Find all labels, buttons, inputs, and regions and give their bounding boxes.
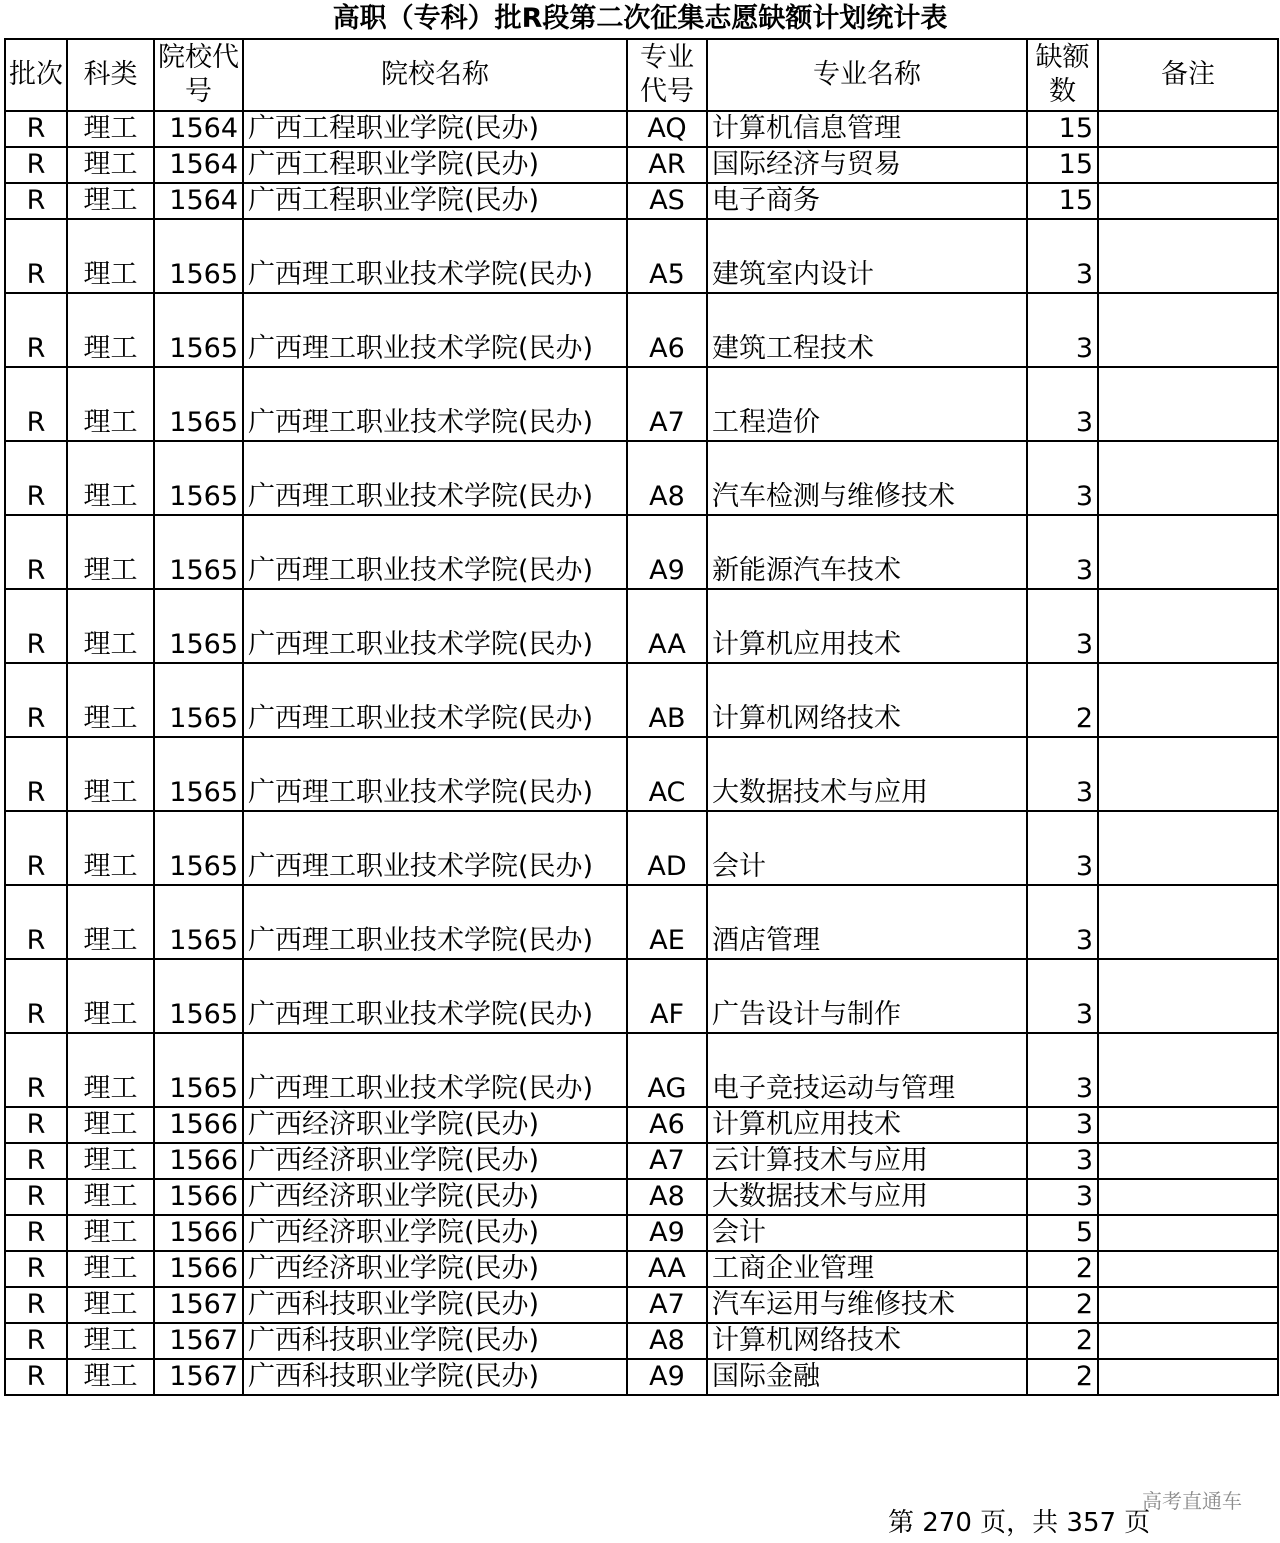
header-category: 科类: [67, 39, 154, 111]
cell-category: 理工: [67, 737, 154, 811]
header-school-name: 院校名称: [243, 39, 627, 111]
cell-major-name: 电子竞技运动与管理: [707, 1033, 1027, 1107]
cell-batch: R: [5, 111, 67, 147]
cell-batch: R: [5, 367, 67, 441]
cell-major-name: 建筑室内设计: [707, 219, 1027, 293]
cell-vacancies: 15: [1027, 147, 1098, 183]
cell-batch: R: [5, 147, 67, 183]
cell-category: 理工: [67, 515, 154, 589]
cell-major-name: 会计: [707, 1215, 1027, 1251]
cell-category: 理工: [67, 1215, 154, 1251]
header-vacancies: 缺额数: [1027, 39, 1098, 111]
cell-vacancies: 15: [1027, 183, 1098, 219]
cell-batch: R: [5, 1323, 67, 1359]
cell-remarks: [1098, 1033, 1278, 1107]
cell-batch: R: [5, 885, 67, 959]
table-row: [5, 1359, 1278, 1395]
cell-vacancies: 15: [1027, 111, 1098, 147]
cell-school-name: 广西理工职业技术学院(民办): [243, 219, 627, 293]
table-row: [5, 589, 1278, 663]
cell-vacancies: 3: [1027, 811, 1098, 885]
cell-batch: R: [5, 1215, 67, 1251]
cell-major-code: AQ: [627, 111, 707, 147]
cell-school-name: 广西科技职业学院(民办): [243, 1287, 627, 1323]
table-row: [5, 737, 1278, 811]
cell-school-code: 1567: [154, 1323, 243, 1359]
cell-batch: R: [5, 1287, 67, 1323]
cell-batch: R: [5, 293, 67, 367]
cell-remarks: [1098, 367, 1278, 441]
cell-major-code: AF: [627, 959, 707, 1033]
cell-vacancies: 3: [1027, 1179, 1098, 1215]
cell-major-code: A9: [627, 515, 707, 589]
cell-vacancies: 2: [1027, 1251, 1098, 1287]
table-row: [5, 1323, 1278, 1359]
table-row: [5, 183, 1278, 219]
cell-major-code: A8: [627, 1323, 707, 1359]
page-title: 高职（专科）批R段第二次征集志愿缺额计划统计表: [332, 3, 948, 34]
table-row: [5, 515, 1278, 589]
cell-school-name: 广西科技职业学院(民办): [243, 1359, 627, 1395]
cell-school-code: 1565: [154, 367, 243, 441]
cell-category: 理工: [67, 811, 154, 885]
cell-batch: R: [5, 1107, 67, 1143]
cell-major-code: A6: [627, 293, 707, 367]
cell-vacancies: 3: [1027, 367, 1098, 441]
cell-major-name: 计算机信息管理: [707, 111, 1027, 147]
cell-category: 理工: [67, 219, 154, 293]
cell-vacancies: 3: [1027, 589, 1098, 663]
cell-major-name: 国际金融: [707, 1359, 1027, 1395]
cell-major-code: A9: [627, 1359, 707, 1395]
table-row: [5, 1033, 1278, 1107]
cell-major-name: 计算机网络技术: [707, 663, 1027, 737]
cell-remarks: [1098, 1287, 1278, 1323]
table-row: [5, 1251, 1278, 1287]
header-remarks: 备注: [1098, 39, 1278, 111]
cell-vacancies: 3: [1027, 515, 1098, 589]
cell-school-name: 广西工程职业学院(民办): [243, 147, 627, 183]
cell-major-code: AS: [627, 183, 707, 219]
cell-school-code: 1565: [154, 589, 243, 663]
cell-remarks: [1098, 441, 1278, 515]
cell-major-code: A8: [627, 1179, 707, 1215]
cell-category: 理工: [67, 1251, 154, 1287]
cell-major-name: 国际经济与贸易: [707, 147, 1027, 183]
cell-category: 理工: [67, 959, 154, 1033]
cell-major-name: 汽车检测与维修技术: [707, 441, 1027, 515]
table-row: [5, 959, 1278, 1033]
table-row: [5, 219, 1278, 293]
cell-school-name: 广西理工职业技术学院(民办): [243, 515, 627, 589]
cell-school-code: 1565: [154, 441, 243, 515]
cell-category: 理工: [67, 367, 154, 441]
cell-remarks: [1098, 589, 1278, 663]
cell-major-code: A9: [627, 1215, 707, 1251]
cell-school-code: 1565: [154, 293, 243, 367]
cell-school-code: 1565: [154, 811, 243, 885]
cell-major-code: A7: [627, 367, 707, 441]
cell-school-code: 1566: [154, 1179, 243, 1215]
cell-major-name: 酒店管理: [707, 885, 1027, 959]
cell-vacancies: 3: [1027, 293, 1098, 367]
table-row: [5, 147, 1278, 183]
cell-school-name: 广西理工职业技术学院(民办): [243, 367, 627, 441]
cell-remarks: [1098, 1107, 1278, 1143]
cell-school-name: 广西经济职业学院(民办): [243, 1179, 627, 1215]
cell-major-name: 建筑工程技术: [707, 293, 1027, 367]
cell-major-name: 会计: [707, 811, 1027, 885]
table-row: [5, 1215, 1278, 1251]
cell-remarks: [1098, 1251, 1278, 1287]
cell-remarks: [1098, 663, 1278, 737]
table-row: [5, 811, 1278, 885]
table-row: [5, 441, 1278, 515]
cell-remarks: [1098, 1179, 1278, 1215]
cell-school-name: 广西理工职业技术学院(民办): [243, 663, 627, 737]
table-header-row: [5, 39, 1278, 111]
vacancy-table: [4, 38, 1279, 1396]
cell-vacancies: 3: [1027, 959, 1098, 1033]
cell-remarks: [1098, 147, 1278, 183]
cell-vacancies: 2: [1027, 1323, 1098, 1359]
cell-batch: R: [5, 1143, 67, 1179]
cell-school-code: 1564: [154, 183, 243, 219]
cell-school-code: 1565: [154, 737, 243, 811]
cell-batch: R: [5, 183, 67, 219]
cell-major-name: 计算机应用技术: [707, 589, 1027, 663]
cell-major-name: 工商企业管理: [707, 1251, 1027, 1287]
cell-category: 理工: [67, 183, 154, 219]
cell-category: 理工: [67, 1179, 154, 1215]
cell-major-code: AG: [627, 1033, 707, 1107]
cell-batch: R: [5, 1179, 67, 1215]
cell-batch: R: [5, 663, 67, 737]
cell-remarks: [1098, 737, 1278, 811]
cell-school-name: 广西理工职业技术学院(民办): [243, 589, 627, 663]
header-major-name: 专业名称: [707, 39, 1027, 111]
table-row: [5, 1287, 1278, 1323]
cell-batch: R: [5, 515, 67, 589]
cell-school-code: 1565: [154, 1033, 243, 1107]
cell-major-code: AR: [627, 147, 707, 183]
cell-category: 理工: [67, 293, 154, 367]
cell-batch: R: [5, 1033, 67, 1107]
cell-remarks: [1098, 885, 1278, 959]
table-row: [5, 885, 1278, 959]
cell-major-code: AC: [627, 737, 707, 811]
table-row: [5, 293, 1278, 367]
cell-school-code: 1566: [154, 1251, 243, 1287]
cell-batch: R: [5, 589, 67, 663]
table-row: [5, 1143, 1278, 1179]
cell-school-code: 1565: [154, 663, 243, 737]
cell-major-name: 大数据技术与应用: [707, 737, 1027, 811]
watermark-text: 高考直通车: [1142, 1489, 1242, 1513]
cell-major-name: 大数据技术与应用: [707, 1179, 1027, 1215]
cell-school-name: 广西经济职业学院(民办): [243, 1251, 627, 1287]
cell-major-code: A6: [627, 1107, 707, 1143]
cell-major-name: 计算机网络技术: [707, 1323, 1027, 1359]
cell-vacancies: 3: [1027, 1033, 1098, 1107]
table-row: [5, 663, 1278, 737]
cell-major-code: AE: [627, 885, 707, 959]
cell-major-name: 广告设计与制作: [707, 959, 1027, 1033]
cell-school-code: 1565: [154, 515, 243, 589]
cell-major-code: A7: [627, 1143, 707, 1179]
cell-vacancies: 3: [1027, 1143, 1098, 1179]
cell-school-code: 1566: [154, 1107, 243, 1143]
cell-category: 理工: [67, 589, 154, 663]
cell-remarks: [1098, 959, 1278, 1033]
cell-batch: R: [5, 737, 67, 811]
cell-school-name: 广西经济职业学院(民办): [243, 1215, 627, 1251]
cell-major-code: AA: [627, 589, 707, 663]
cell-remarks: [1098, 219, 1278, 293]
cell-category: 理工: [67, 1143, 154, 1179]
cell-major-name: 云计算技术与应用: [707, 1143, 1027, 1179]
cell-batch: R: [5, 219, 67, 293]
cell-remarks: [1098, 515, 1278, 589]
cell-school-name: 广西理工职业技术学院(民办): [243, 293, 627, 367]
cell-category: 理工: [67, 1359, 154, 1395]
cell-remarks: [1098, 1323, 1278, 1359]
table-row: [5, 1179, 1278, 1215]
cell-vacancies: 2: [1027, 1359, 1098, 1395]
cell-school-name: 广西理工职业技术学院(民办): [243, 885, 627, 959]
page-number: 第 270 页，共 357 页: [888, 1508, 1151, 1538]
cell-vacancies: 5: [1027, 1215, 1098, 1251]
cell-major-name: 工程造价: [707, 367, 1027, 441]
cell-vacancies: 3: [1027, 1107, 1098, 1143]
cell-school-name: 广西理工职业技术学院(民办): [243, 811, 627, 885]
header-major-code: 专业代号: [627, 39, 707, 111]
cell-vacancies: 3: [1027, 441, 1098, 515]
cell-school-code: 1564: [154, 111, 243, 147]
cell-vacancies: 2: [1027, 1287, 1098, 1323]
cell-vacancies: 3: [1027, 219, 1098, 293]
cell-school-name: 广西理工职业技术学院(民办): [243, 441, 627, 515]
cell-category: 理工: [67, 663, 154, 737]
cell-remarks: [1098, 1359, 1278, 1395]
cell-major-code: AD: [627, 811, 707, 885]
cell-major-name: 计算机应用技术: [707, 1107, 1027, 1143]
cell-school-code: 1567: [154, 1287, 243, 1323]
cell-school-name: 广西工程职业学院(民办): [243, 183, 627, 219]
cell-remarks: [1098, 293, 1278, 367]
cell-major-code: A8: [627, 441, 707, 515]
cell-school-code: 1565: [154, 959, 243, 1033]
cell-school-name: 广西工程职业学院(民办): [243, 111, 627, 147]
cell-school-code: 1566: [154, 1143, 243, 1179]
cell-major-name: 电子商务: [707, 183, 1027, 219]
cell-school-code: 1567: [154, 1359, 243, 1395]
header-batch: 批次: [5, 39, 67, 111]
cell-school-name: 广西经济职业学院(民办): [243, 1143, 627, 1179]
cell-vacancies: 3: [1027, 885, 1098, 959]
cell-category: 理工: [67, 1033, 154, 1107]
cell-school-name: 广西理工职业技术学院(民办): [243, 959, 627, 1033]
cell-batch: R: [5, 1359, 67, 1395]
cell-major-name: 新能源汽车技术: [707, 515, 1027, 589]
cell-major-code: A7: [627, 1287, 707, 1323]
cell-category: 理工: [67, 147, 154, 183]
cell-remarks: [1098, 1143, 1278, 1179]
cell-school-code: 1565: [154, 885, 243, 959]
header-school-code: 院校代号: [154, 39, 243, 111]
cell-vacancies: 2: [1027, 663, 1098, 737]
cell-school-name: 广西科技职业学院(民办): [243, 1323, 627, 1359]
cell-batch: R: [5, 959, 67, 1033]
cell-major-code: AB: [627, 663, 707, 737]
cell-school-name: 广西理工职业技术学院(民办): [243, 737, 627, 811]
cell-category: 理工: [67, 111, 154, 147]
table-row: [5, 367, 1278, 441]
cell-batch: R: [5, 441, 67, 515]
cell-vacancies: 3: [1027, 737, 1098, 811]
cell-school-code: 1566: [154, 1215, 243, 1251]
cell-major-name: 汽车运用与维修技术: [707, 1287, 1027, 1323]
cell-category: 理工: [67, 885, 154, 959]
cell-category: 理工: [67, 1323, 154, 1359]
cell-major-code: AA: [627, 1251, 707, 1287]
cell-major-code: A5: [627, 219, 707, 293]
cell-remarks: [1098, 111, 1278, 147]
cell-category: 理工: [67, 441, 154, 515]
cell-category: 理工: [67, 1287, 154, 1323]
cell-school-code: 1564: [154, 147, 243, 183]
cell-batch: R: [5, 811, 67, 885]
cell-school-name: 广西经济职业学院(民办): [243, 1107, 627, 1143]
cell-remarks: [1098, 183, 1278, 219]
cell-remarks: [1098, 1215, 1278, 1251]
cell-batch: R: [5, 1251, 67, 1287]
cell-remarks: [1098, 811, 1278, 885]
table-row: [5, 111, 1278, 147]
cell-school-code: 1565: [154, 219, 243, 293]
cell-school-name: 广西理工职业技术学院(民办): [243, 1033, 627, 1107]
table-row: [5, 1107, 1278, 1143]
cell-category: 理工: [67, 1107, 154, 1143]
